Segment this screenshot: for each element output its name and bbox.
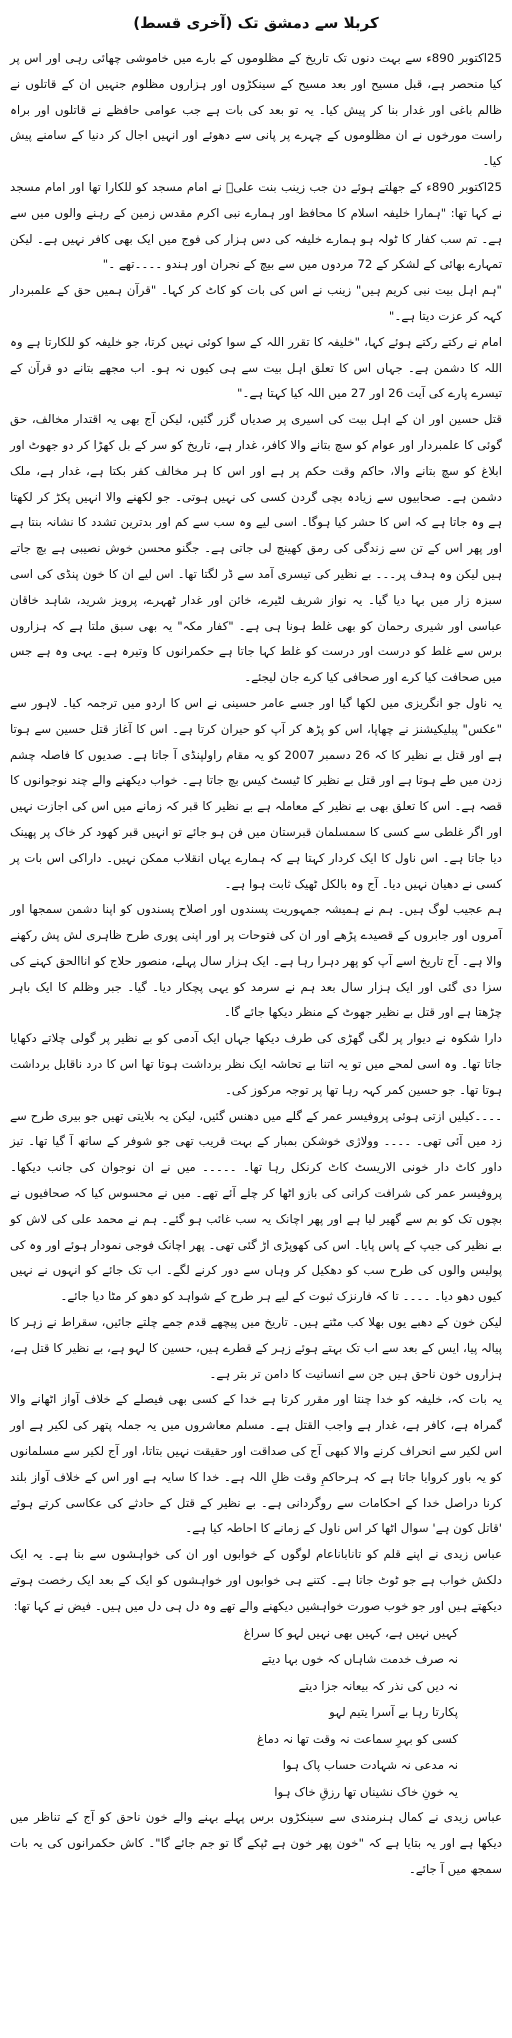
paragraph: ۔۔۔۔کیلیں ازتی ہوئی پروفیسر عمر کے گلے میں دھنس گئیں، لیکن یہ بلایتی تھیں جو بیری طرح سے زد میں آئی تھی۔ ۔۔۔۔ وولاژی خوشکن بمبار کے بہت قریب تھی جو شوفر کے ساتھ آ گیا تھا۔ تیز داور کاٹ دار خونی الاریسٹ کاٹ کرنکل رہا تھا۔ ۔۔۔۔۔ میں نے ان نوجوان کی جانب دیکھا۔ پروفیسر عمر کی شرافت کرانی کی بازو اٹھا کر چلے آئے تھے۔ میں نے محسوس کیا کہ صحافیوں نے بچوں تک کو بم سے گھیر لیا ہے اور پھر اچانک یہ سب غائب ہو گئے۔ ہم نے محمد علی کی لاش کو بے نظیر کی جیپ کے پاس پایا۔ اس کی کھوپڑی اڑ گئی تھی۔ پھر اچانک فوجی نمودار ہوئے اور وہ کی پولیس والوں کی طرح سب کو دھکیل کر وہاں سے دور کرنے لگے۔ اب تک جائے کو انہوں نے نہیں کیوں دھو دیا۔ ۔۔۔۔ تا کہ فارنزک ثبوت کے لیے ہر طرح کے شواہد کو دھو کر مٹا دیا جائے۔ [10, 1108, 502, 1304]
paragraph: "ہم اہل بیت نبی کریم ہیں" زینب نے اس کی بات کو کاٹ کر کہا۔ "قرآن ہمیں حق کے علمبردار کہہ کر عزت دیتا ہے۔" [10, 283, 502, 323]
poem-verse: نہ دیں کی نذر کہ بیعانہ جزا دیتے [298, 1678, 458, 1693]
poem-verse: نہ مدعی نہ شہادت حساب پاک ہوا [282, 1758, 458, 1773]
article-title: کربلا سے دمشق تک (آخری قسط) [133, 14, 379, 32]
closing-paragraph: عباس زیدی نے کمال ہنرمندی سے سینکڑوں برس پہلے بہنے والے خون ناحق کو آج کے تناظر میں دیکھا ہے اور یہ بتایا ہے کہ "خون پھر خون ہے ٹپکے گا تو جم جائے گا"۔ کاش حکمرانوں کی یہ بات سمجھ میں آ جائے۔ [10, 1810, 502, 1876]
paragraph: دارا شکوہ نے دیوار پر لگی گھڑی کی طرف دیکھا جہاں ایک آدمی کو بے نظیر پر گولی چلاتے دکھایا جاتا تھا۔ وہ اسی لمحے میں تو یہ اتنا بے تحاشہ ایک نظر برداشت ہوتا تھا اس کا درد ناقابل برداشت ہوتا تھا۔ جو حسین کمر کہہ رہا تھا پر توجہ مرکوز کی۔ [10, 1031, 502, 1097]
poem-verse: یہ خونِ خاک نشیناں تھا رزقِ خاک ہوا [274, 1784, 458, 1799]
paragraph: لیکن خون کے دھبے یوں بھلا کب مٹتے ہیں۔ تاریخ میں پیچھے قدم جمے چلتے جائیں، سقراط نے زہر کا پیالہ پیا، ایس کے بعد سے اب تک بہتے ہوئے زہر کے قطرے ہیں، حسین کا لہو ہے، بے نظیر کا قتل ہے، ہزاروں خون ناحق ہیں جن سے انسانیت کا دامن تر بتر ہے۔ [10, 1315, 502, 1381]
poem-verse: نہ صرف خدمت شاہاں کہ خوں بہا دیتے [261, 1652, 458, 1667]
paragraph: ہم عجیب لوگ ہیں۔ ہم نے ہمیشہ جمہوریت پسندوں اور اصلاح پسندوں کو اپنا دشمن سمجھا اور آمروں اور جابروں کے قصیدے پڑھے اور ان کی فتوحات پر اور اپنی پوری طرح ظاہری لش پش رکھنے والا ہے۔ آج تاریخ اسے آپ کو پھر دہرا رہا ہے۔ ایک ہزار سال پہلے، منصور حلاج کو اناالحق کہنے کی سزا دی گئی اور ایک ہزار سال بعد ہم نے سرمد کو یہی پچکار دیا۔ گیا۔ جبر وظلم کا ایک باہر چڑھتا ہے اور قتل بے نظیر جھوٹ کے منظر دیکھا جائے گا۔ [10, 902, 502, 1020]
poem-verse: کسی کو بہرِ سماعت نہ وقت تھا نہ دماغ [256, 1731, 458, 1746]
paragraph: 25اکتوبر 890ء کے جھلتے ہوئے دن جب زینب بنت علیؓ نے امام مسجد کو للکارا تھا اور امام مسجد نے کہا تھا: "ہمارا خلیفہ اسلام کا محافظ اور ہمارے نبی اکرم مقدس زمین کے رہنے والوں میں سے ہے۔ تم سب کفار کا ٹولہ ہو ہمارے خلیفہ کی دس ہزار کی فوج میں ایک بھی کافر نہیں ہے۔ لیکن تمہارے بھائی کے لشکر کے 72 مردوں میں سے بیچ کے نجران اور ہندو ۔۔۔۔تھے ۔" [10, 179, 502, 272]
paragraph: 25اکتوبر 890ء سے بہت دنوں تک تاریخ کے مظلوموں کے بارے میں خاموشی چھائی رہی اور اس پر کیا منحصر ہے، قبل مسیح اور بعد مسیح کے سینکڑوں اور ہزاروں مظلوم جنہیں ان کے قاتلوں نے ظالم باغی اور غدار بنا کر پیش کیا۔ یہ تو بعد کی بات ہے جب عوامی حافظے نے قاتلوں اور براہ راست مورخوں نے ان مظلوموں کے چہرے پر پانی سے دھوئے اور انہیں اجال کر دنیا کے سامنے پیش کیا۔ [10, 51, 502, 169]
paragraph: عباس زیدی نے اپنے قلم کو تاناباناعام لوگوں کے خوابوں اور ان کی خواہشوں سے بنا ہے۔ یہ ایک دلکش خواب ہے جو ٹوٹ جاتا ہے۔ کتنے ہی خوابوں اور خواہشوں کو ایک کے بعد ایک رخصت ہوتے دیکھتے ہیں اور جو خوب صورت خواہشیں دیکھنے والے تھے وہ دل ہی دل میں ہیں۔ فیض نے کہا تھا: [10, 1547, 502, 1613]
poem-verse: کہیں نہیں ہے، کہیں بھی نہیں لہو کا سراغ [243, 1625, 458, 1640]
paragraph: یہ بات کہ، خلیفہ کو خدا چنتا اور مقرر کرتا ہے خدا کے کسی بھی فیصلے کے خلاف آواز اٹھانے والا گمراہ ہے، کافر ہے، غدار ہے واجب القتل ہے۔ مسلم معاشروں میں یہ جملہ پتھر کی لکیر ہے اور اس لکیر سے انحراف کرنے والا کبھی آج کی صداقت اور حقیقت نہیں بتاتا، اور آج لکیر سے مسلمانوں کو یہ باور کروایا جاتا ہے کہ ہرحاکمِ وقت ظلِ اللہ ہے۔ خدا کا سایہ ہے اور اس کے خلاف آواز بلند کرنا دراصل خدا کے احکامات سے روگردانی ہے۔ بے نظیر کے قتل کے حادثے کی عکاسی کرتے ہوئے 'قاتل کون ہے' سوال اٹھا کر اس ناول کے زمانے کا احاطہ کیا ہے۔ [10, 1392, 502, 1536]
poem-verse: پکارتا رہا بے آسرا یتیم لہو [329, 1705, 458, 1720]
paragraph: قتل حسین اور ان کے اہل بیت کی اسیری پر صدیاں گزر گئیں، لیکن آج بھی یہ اقتدار مخالف، حق گوئی کا علمبردار اور عوام کو سچ بتانے والا کافر، غدار ہے، تاریخ کو سر کے بل کھڑا کر دو جھوٹ اور ابلاغ کو سچ بتانے والا، حاکم وقت حکم پر ہے اور اس کا ہر مخالف کفر بکتا ہے، غدار ہے، ملک دشمن ہے۔ صحابیوں سے زیادہ بچی گردن کسی کی نہیں ہوتی۔ جو لکھنے والا انہیں پکڑ کر لکھتا ہے وہ جاتا ہے کہ اس کا حشر کیا ہوگا۔ اسی لیے وہ سب سے کم اور بدترین تشدد کا نشانہ بنتا ہے اور پھر اس کے تن سے زندگی کی رمق کھینچ لی جاتی ہے۔ جگنو محسن خوش نصیبی ہے بچ جاتے ہیں لیکن وہ ہدف پر۔۔۔ بے نظیر کی تیسری آمد سے ڈر لگتا تھا۔ اس لیے ان کا خون پنڈی کی اسی سبزہ زار میں بہا دیا گیا۔ یہ نواز شریف لٹیرے، خائن اور غدار ٹھہرے، پرویز شرید، شاہد خاقان عباسی اور شیری رحمان کو بھی غلط ہونا ہی ہے۔ "کفار مکہ" یہ بھی سبق ملتا ہے کہ ہزاروں برس سے غلط کو درست اور درست کو غلط کہا جاتا ہے حکمرانوں کا وتیرہ ہے۔ یہی وہ ہے جس میں صحافت کیا کرے اور صحافی کیا کرے جان لیجئے۔ [10, 412, 502, 685]
poem-verses [10, 1620, 502, 1806]
article-body [10, 46, 502, 1883]
paragraph: امام نے رکتے رکتے ہوئے کہا، "خلیفہ کا تقرر اللہ کے سوا کوئی نہیں کرتا، جو خلیفہ کو للکارتا ہے وہ اللہ کا دشمن ہے۔ جہاں اس کا تعلق اہل بیت سے ہی کیوں نہ ہو۔ اب مجھے بتانے دو قرآن کے تیسرے پارے کی آیت 26 اور 27 میں اللہ کیا کہتا ہے۔" [10, 334, 502, 401]
paragraph: یہ ناول جو انگریزی میں لکھا گیا اور جسے عامر حسینی نے اس کا اردو میں ترجمہ کیا۔ لاہور سے "عکس" پبلیکیشنز نے چھاپا، اس کو پڑھ کر آپ کو حیران کرتا ہے۔ اس کا آغاز قتل حسین سے ہوتا ہے اور قتل بے نظیر کا کہ 26 دسمبر 2007 کو یہ مقام راولپنڈی آ جاتا ہے۔ صدیوں کا فاصلہ چشم زدن میں طے ہوتا ہے اور قتل بے نظیر کا ٹیسٹ کیس بچ جاتا ہے۔ خواب دیکھنے والے چند نوجوانوں کا قصہ ہے۔ اس کا تعلق بھی بے نظیر کے معاملہ ہے بے نظیر کا قبر کہ زمانے میں اس کی اجازت نہیں اور اگر غلطی سے کسی کا سمسلمان قبرستان میں فن ہو جائے تو انہیں قبر کھود کر خاک پر پھینک دیا جاتا ہے۔ اس ناول کا ایک کردار کہتا ہے کہ ہمارے یہاں انقلاب ممکن نہیں۔ داراکی اس بات پر کسی نے دھیان نہیں دیا۔ آج وہ بالکل ٹھیک ثابت ہوا ہے۔ [10, 695, 502, 891]
